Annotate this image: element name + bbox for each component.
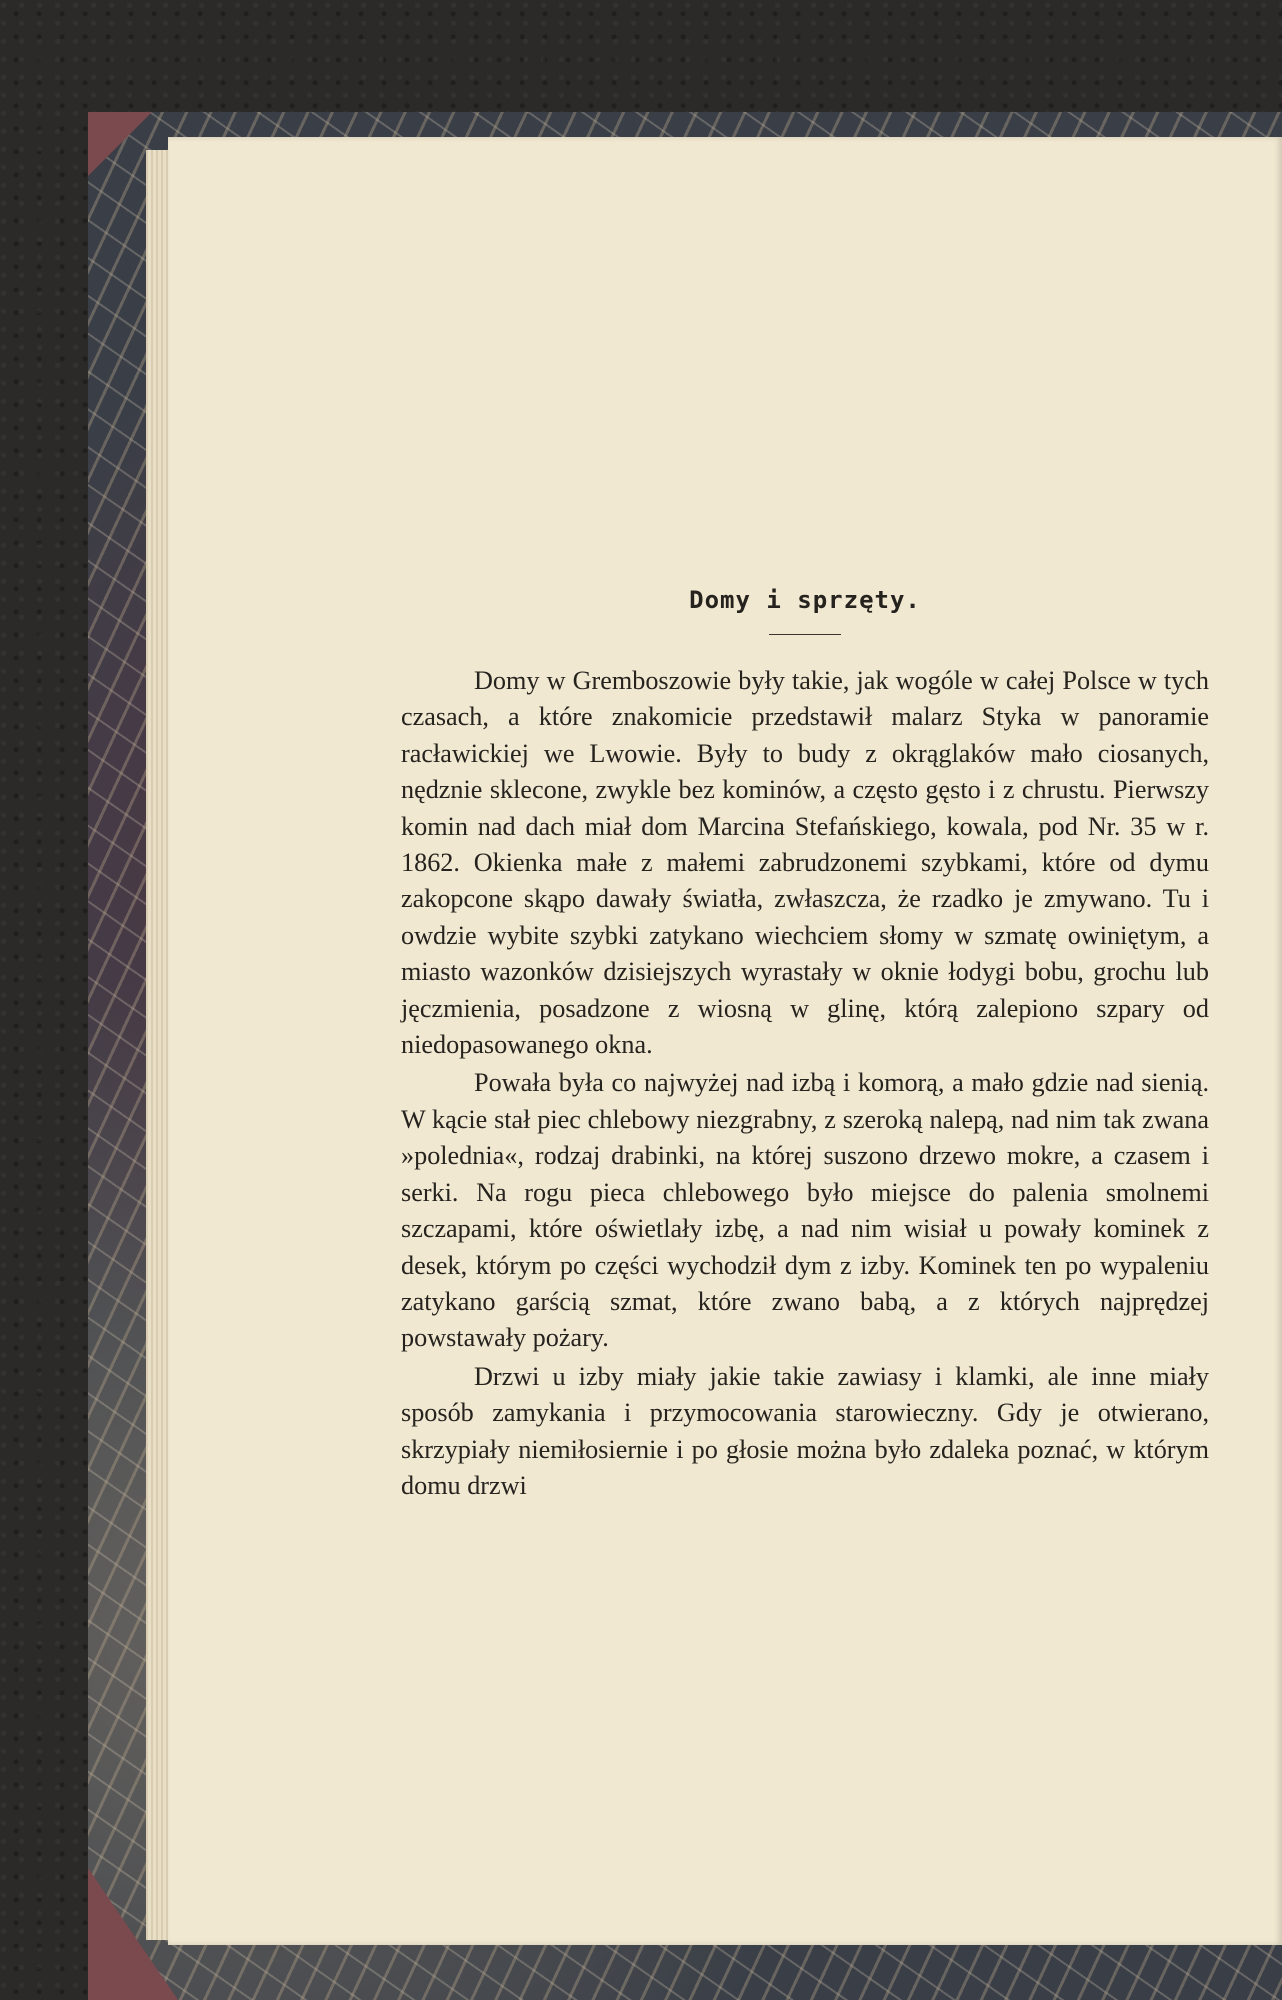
heading-divider — [769, 634, 841, 635]
page-text-block — [401, 582, 1209, 1504]
chapter-heading: Domy i sprzęty. — [689, 586, 921, 614]
paragraph-1: Domy w Gremboszowie były takie, jak wogóle w całej Polsce w tych czasach, a które znakomicie przedstawił malarz Styka w panoramie racławickiej we Lwowie. Były to budy z okrąglaków mało ciosanych, nędznie sklecone, zwykle bez kominów, a często gęsto i z chrustu. Pierwszy komin nad dach miał dom Marcina Stefańskiego, kowala, pod Nr. 35 w r. 1862. Okienka małe z małemi zabrudzonemi szybkami, które od dymu zakopcone skąpo dawały światła, zwłaszcza, że rzadko je zmywano. Tu i owdzie wybite szybki zatykano wiechciem słomy w szmatę owiniętym, a miasto wazonków dzisiejszych wyrastały w oknie łodygi bobu, grochu lub jęczmienia, posadzone z wiosną w glinę, którą zalepiono szpary od niedopasowanego okna. — [401, 666, 1209, 1060]
paragraph-2: Powała była co najwyżej nad izbą i komorą, a mało gdzie nad sienią. W kącie stał piec chlebowy niezgrabny, z szeroką nalepą, nad nim tak zwana »polednia«, rodzaj drabinki, na której suszono drzewo mokre, a czasem i serki. Na rogu pieca chlebowego było miejsce do palenia smolnemi szczapami, które oświetlały izbę, a nad nim wisiał u powały kominek z desek, którym po części wychodził dym z izby. Kominek ten po wypaleniu zatykano garścią szmat, które zwano babą, a z których najprędzej powstawały pożary. — [401, 1068, 1209, 1353]
paragraph-3: Drzwi u izby miały jakie takie zawiasy i klamki, ale inne miały sposób zamykania i przymocowania starowieczny. Gdy je otwierano, skrzypiały niemiłosiernie i po głosie można było zdaleka poznać, w którym domu drzwi — [401, 1361, 1209, 1500]
